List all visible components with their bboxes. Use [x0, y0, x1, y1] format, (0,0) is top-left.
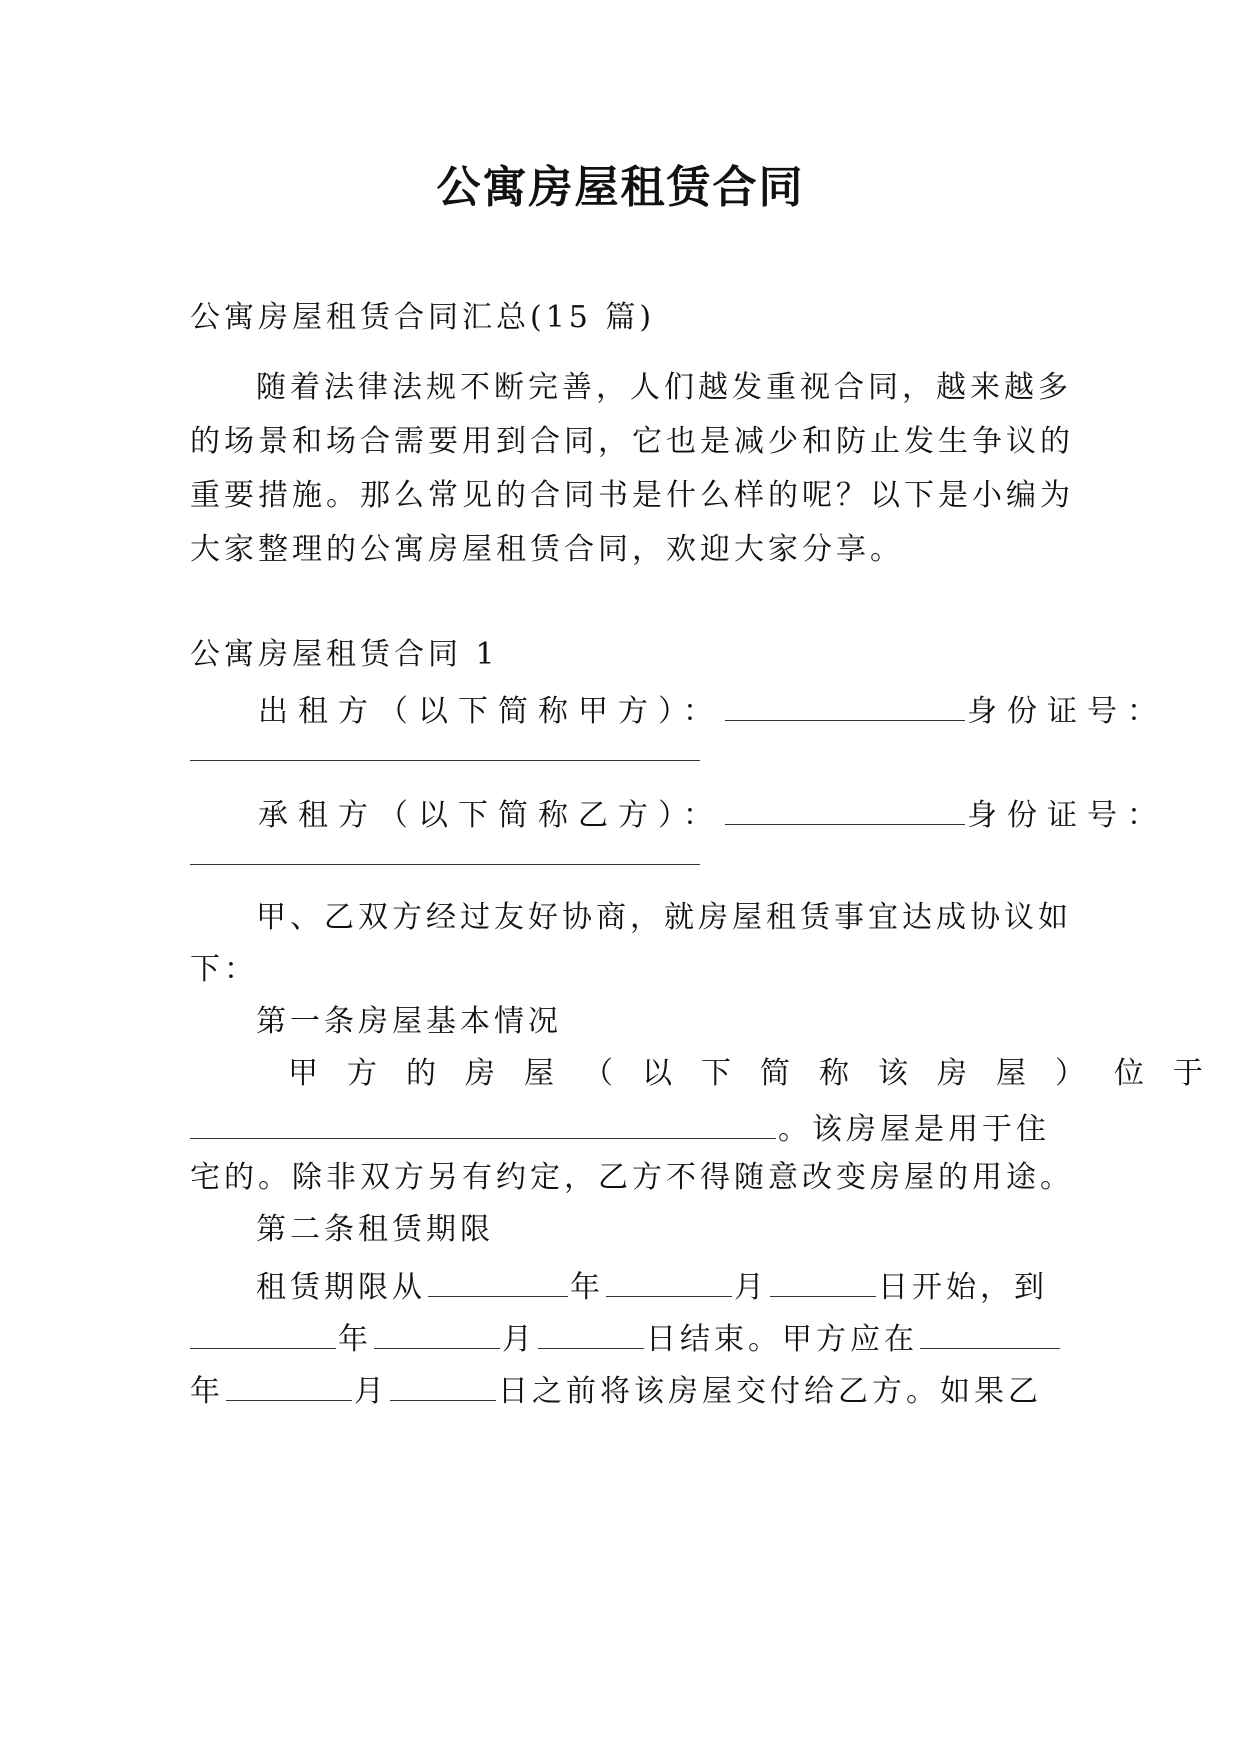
lessor-id-label: 身份证号： [967, 694, 1167, 729]
document-subtitle: 公寓房屋租赁合同汇总(15 篇) [190, 300, 656, 335]
lessee-label: 承租方（以下简称乙方）： [258, 798, 723, 833]
end-day-label: 日结束。甲方应在 [646, 1322, 918, 1357]
delivery-year-label: 年 [190, 1374, 224, 1409]
article-2-title: 第二条租赁期限 [256, 1212, 494, 1247]
end-month-blank[interactable] [374, 1314, 500, 1349]
delivery-year-blank[interactable] [920, 1314, 1060, 1349]
delivery-month-blank[interactable] [226, 1366, 352, 1401]
start-day-label: 日开始，到 [878, 1270, 1048, 1305]
article-1-line-1: 甲方的房屋（以下简称该房屋）位于 [288, 1056, 1232, 1091]
lessor-line [258, 686, 1167, 730]
agreement-line-2: 下： [190, 952, 258, 987]
article-1-title: 第一条房屋基本情况 [256, 1004, 562, 1039]
lease-term-line-2 [190, 1314, 1070, 1358]
document-title: 公寓房屋租赁合同 [436, 162, 805, 213]
lessor-name-blank[interactable] [725, 686, 965, 721]
start-month-blank[interactable] [606, 1262, 732, 1297]
section-title: 公寓房屋租赁合同 1 [190, 637, 499, 672]
end-month-label: 月 [502, 1322, 536, 1357]
intro-line-3: 重要措施。那么常见的合同书是什么样的呢？以下是小编为 [190, 478, 1074, 513]
end-year-label: 年 [338, 1322, 372, 1357]
lessee-name-blank[interactable] [725, 790, 965, 825]
lease-term-line-3 [190, 1366, 1070, 1410]
start-year-label: 年 [570, 1270, 604, 1305]
lease-prefix: 租赁期限从 [256, 1270, 426, 1305]
article-1-line-2-suffix: 。该房屋是用于住 [778, 1112, 1050, 1147]
lessee-id-blank[interactable] [190, 864, 700, 865]
end-year-blank[interactable] [190, 1314, 336, 1349]
lessor-id-blank[interactable] [190, 760, 700, 761]
lessee-id-label: 身份证号： [967, 798, 1167, 833]
delivery-day-label: 日之前将该房屋交付给乙方。如果乙 [498, 1374, 1042, 1409]
delivery-day-blank[interactable] [390, 1366, 496, 1401]
article-1-line-2 [190, 1104, 1070, 1148]
lessor-label: 出租方（以下简称甲方）： [258, 694, 723, 729]
intro-line-2: 的场景和场合需要用到合同，它也是减少和防止发生争议的 [190, 424, 1074, 459]
agreement-line-1: 甲、乙双方经过友好协商，就房屋租赁事宜达成协议如 [256, 900, 1072, 935]
article-1-line-3: 宅的。除非双方另有约定，乙方不得随意改变房屋的用途。 [190, 1160, 1074, 1195]
start-day-blank[interactable] [770, 1262, 876, 1297]
lessee-line [258, 790, 1167, 834]
delivery-month-label: 月 [354, 1374, 388, 1409]
intro-line-4: 大家整理的公寓房屋租赁合同，欢迎大家分享。 [190, 532, 904, 567]
start-year-blank[interactable] [428, 1262, 568, 1297]
lease-term-line-1 [256, 1262, 1136, 1306]
intro-line-1: 随着法律法规不断完善，人们越发重视合同，越来越多 [256, 370, 1072, 405]
end-day-blank[interactable] [538, 1314, 644, 1349]
house-address-blank[interactable] [190, 1104, 776, 1139]
start-month-label: 月 [734, 1270, 768, 1305]
